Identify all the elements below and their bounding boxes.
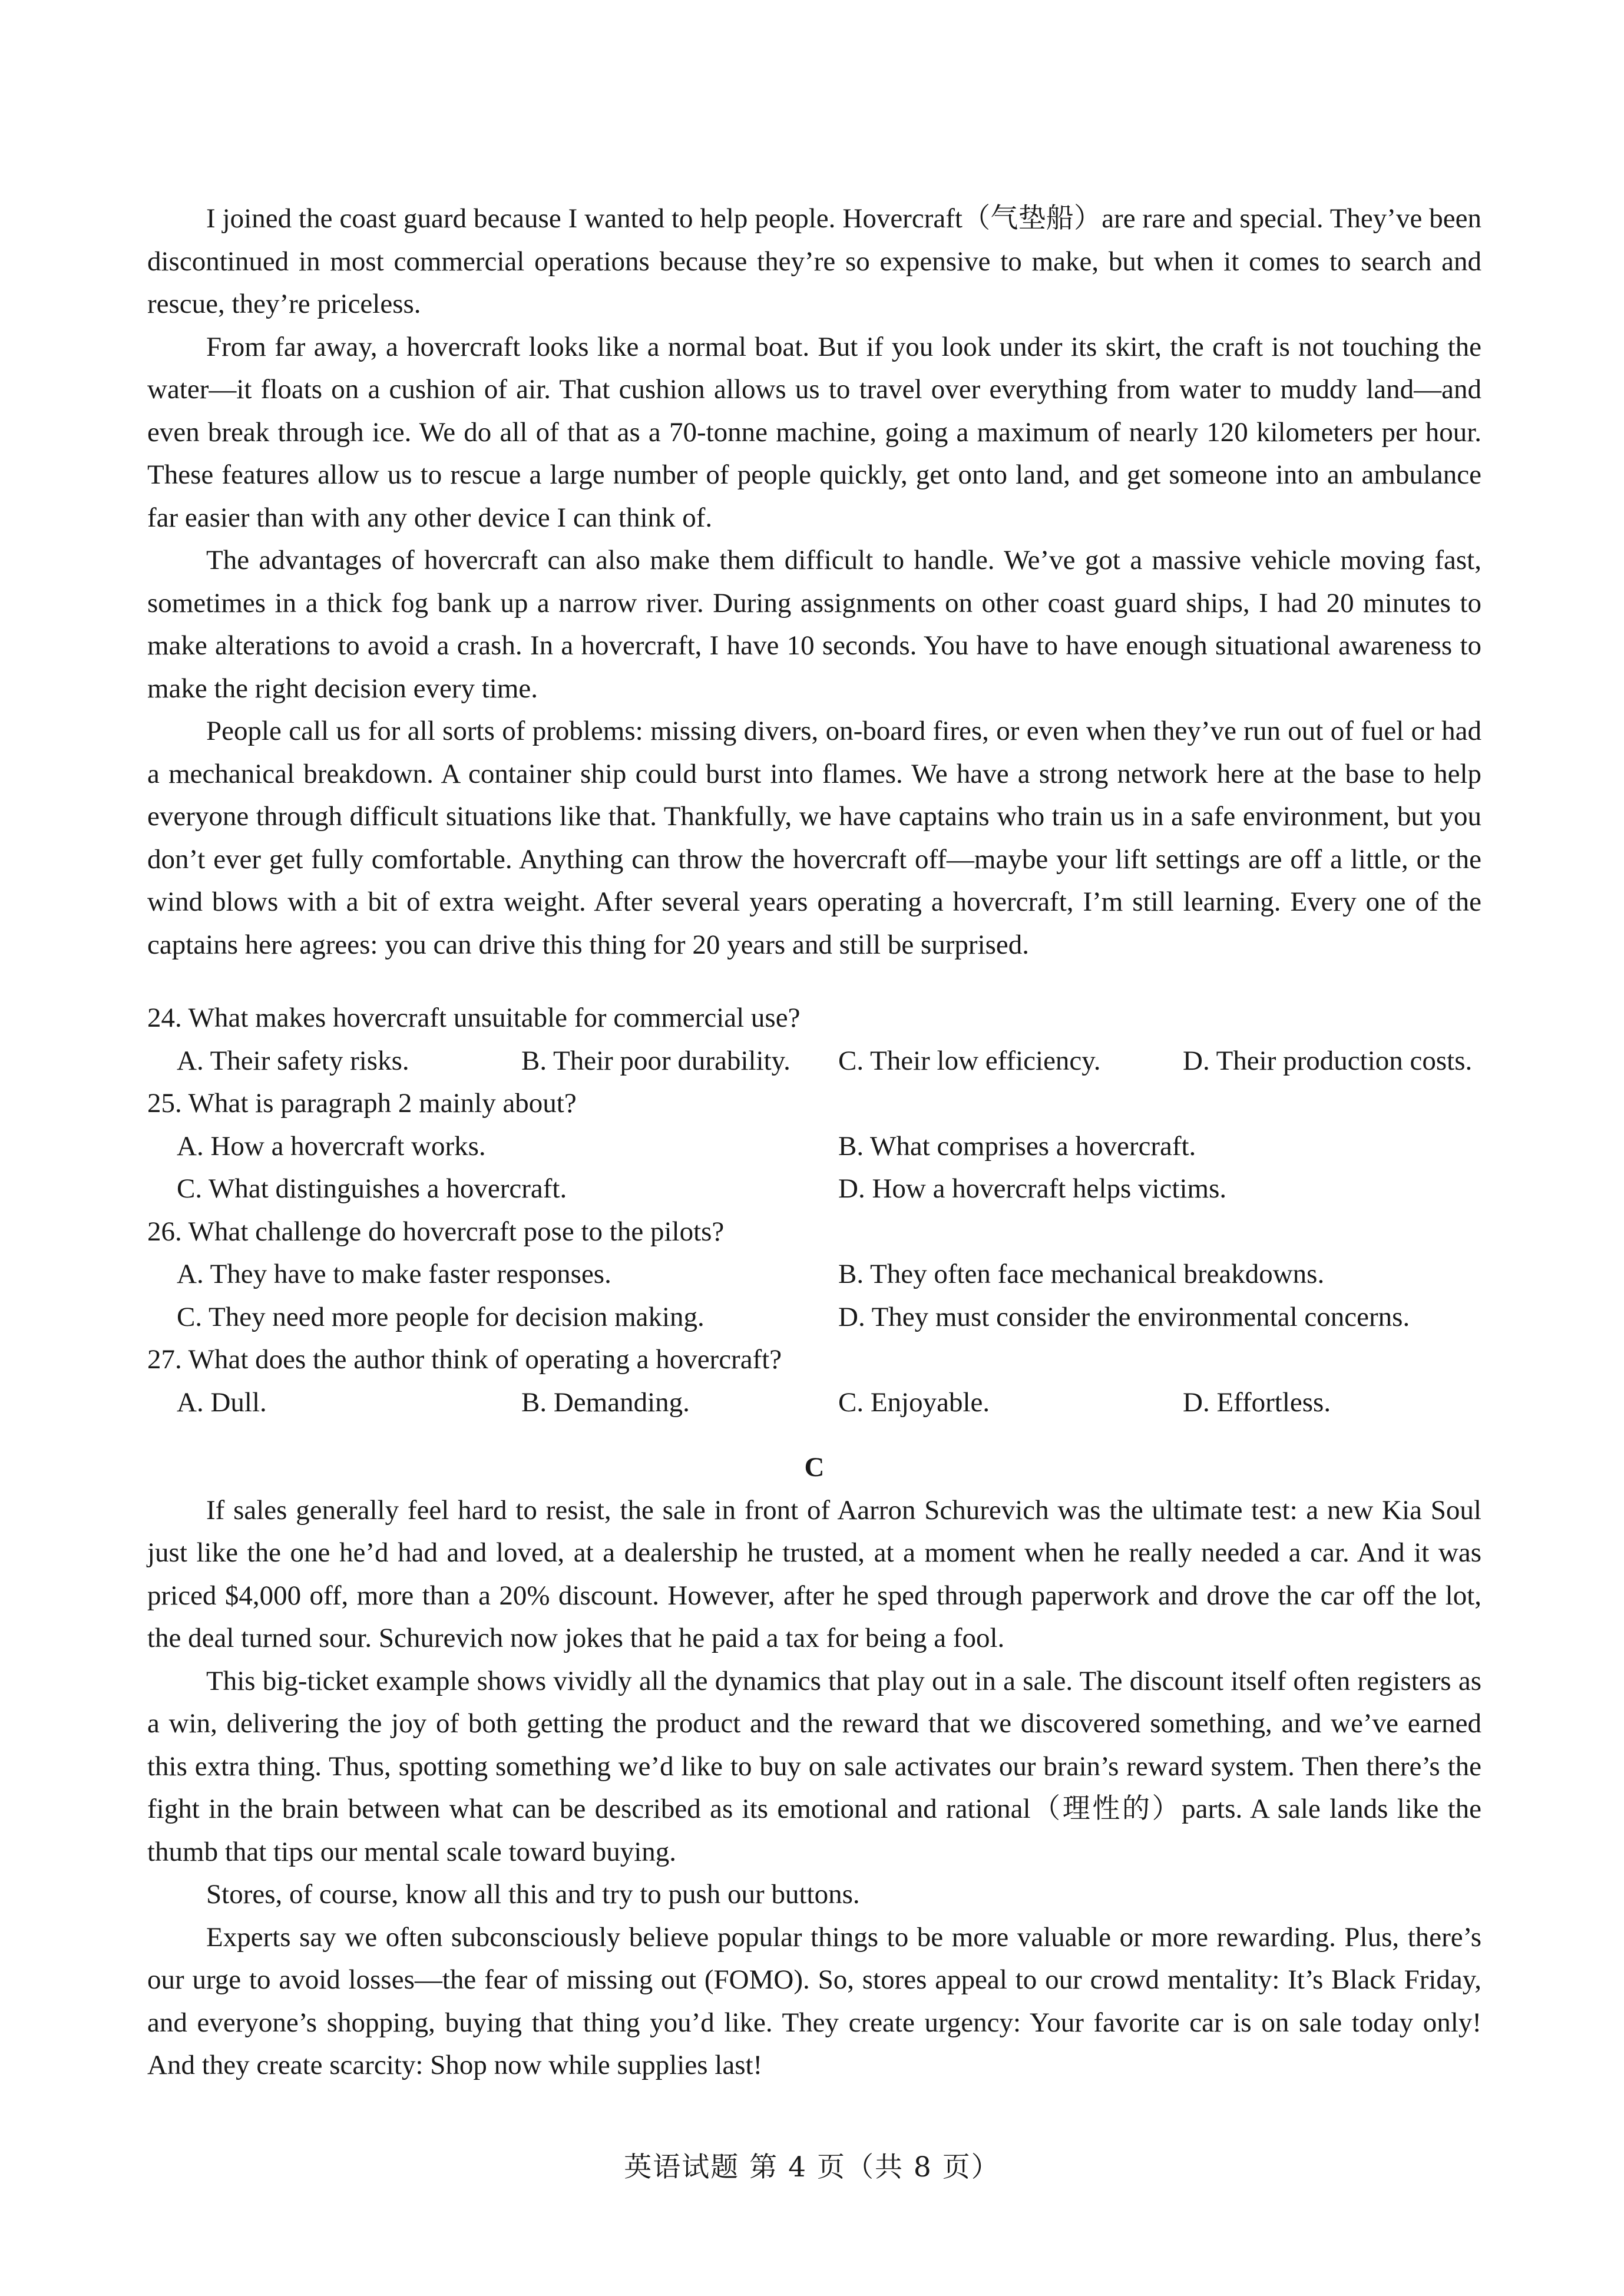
option-c: C. They need more people for decision making. xyxy=(177,1301,704,1332)
question-24 xyxy=(147,997,1481,1082)
option-b: B. Demanding. xyxy=(521,1387,690,1418)
passage-b xyxy=(147,197,1481,966)
passage-c-paragraph-2: This big-ticket example shows vividly all the dynamics that play out in a sale. The discount itself often registers as a win, delivering the joy of both getting the product and the reward that we discovered something, and we’ve earned this extra thing. Thus, spotting something we’d like to buy on sale activates our brain’s reward system. Then there’s the fight in the brain between what can be described as its emotional and rational（理性的）parts. A sale lands like the thumb that tips our mental scale toward buying. xyxy=(147,1665,1481,1867)
exam-page xyxy=(147,197,1481,2087)
question-stem: 25. What is paragraph 2 mainly about? xyxy=(147,1088,577,1119)
option-d: D. They must consider the environmental concerns. xyxy=(838,1301,1410,1332)
question-stem: 26. What challenge do hovercraft pose to the pilots? xyxy=(147,1216,725,1247)
passage-c-paragraph-4: Experts say we often subconsciously believe popular things to be more valuable or more rewarding. Plus, there’s our urge to avoid losses—the fear of missing out (FOMO). So, stores appeal to our crowd mentality: It’s Black Friday, and everyone’s shopping, buying that thing you’d like. They create urgency: Your favorite car is on sale today only! And they create scarcity: Shop now while supplies last! xyxy=(147,1921,1481,2080)
option-b: B. They often face mechanical breakdowns. xyxy=(838,1259,1325,1289)
option-b: B. Their poor durability. xyxy=(521,1045,790,1076)
option-a: A. They have to make faster responses. xyxy=(177,1259,611,1289)
question-options xyxy=(147,1381,1481,1424)
option-a: A. Dull. xyxy=(177,1387,267,1418)
question-25 xyxy=(147,1082,1481,1210)
question-27 xyxy=(147,1338,1481,1424)
option-d: D. Effortless. xyxy=(1183,1387,1331,1418)
option-b: B. What comprises a hovercraft. xyxy=(838,1130,1196,1162)
section-heading-c: C xyxy=(804,1452,825,1483)
passage-b-paragraph-3: The advantages of hovercraft can also make them difficult to handle. We’ve got a massive vehicle moving fast, sometimes in a thick fog bank up a narrow river. During assignments on other coast guard ships, I had 20 minutes to make alterations to avoid a crash. In a hovercraft, I have 10 seconds. You have to have enough situational awareness to make the right decision every time. xyxy=(147,545,1481,704)
question-stem: 24. What makes hovercraft unsuitable for commercial use? xyxy=(147,1003,801,1033)
question-26 xyxy=(147,1210,1481,1339)
question-stem: 27. What does the author think of operating a hovercraft? xyxy=(147,1344,782,1375)
page-footer: 英语试题 第 4 页（共 8 页） xyxy=(624,2151,1000,2183)
question-options xyxy=(147,1040,1481,1083)
option-d: D. How a hovercraft helps victims. xyxy=(838,1173,1227,1204)
option-c: C. What distinguishes a hovercraft. xyxy=(177,1173,567,1204)
option-a: A. Their safety risks. xyxy=(177,1045,409,1076)
question-options xyxy=(147,1125,1481,1210)
option-a: A. How a hovercraft works. xyxy=(177,1130,486,1162)
passage-b-paragraph-1: I joined the coast guard because I wanted to help people. Hovercraft（气垫船）are rare and special. They’ve been discontinued in most commercial operations because they’re so expensive to make, but when it comes to search and rescue, they’re priceless. xyxy=(147,203,1481,319)
passage-c xyxy=(147,1489,1481,2087)
passage-c-paragraph-1: If sales generally feel hard to resist, the sale in front of Aarron Schurevich was the ultimate test: a new Kia Soul just like the one he’d had and loved, at a dealership he trusted, at a moment when he really needed a car. And it was priced $4,000 off, more than a 20% discount. However, after he sped through paperwork and drove the car off the lot, the deal turned sour. Schurevich now jokes that he paid a tax for being a fool. xyxy=(147,1494,1481,1653)
option-d: D. Their production costs. xyxy=(1183,1045,1473,1076)
question-options xyxy=(147,1253,1481,1338)
passage-b-paragraph-4: People call us for all sorts of problems: missing divers, on-board fires, or even when they’ve run out of fuel or had a mechanical breakdown. A container ship could burst into flames. We have a strong network here at the base to help everyone through difficult situations like that. Thankfully, we have captains who train us in a safe environment, but you don’t ever get fully comfortable. Anything can throw the hovercraft off—maybe your lift settings are off a little, or the wind blows with a bit of extra weight. After several years operating a hovercraft, I’m still learning. Every one of the captains here agrees: you can drive this thing for 20 years and still be surprised. xyxy=(147,716,1481,960)
passage-c-paragraph-3: Stores, of course, know all this and try to push our buttons. xyxy=(206,1879,860,1910)
option-c: C. Enjoyable. xyxy=(838,1387,990,1418)
option-c: C. Their low efficiency. xyxy=(838,1045,1101,1076)
passage-b-paragraph-2: From far away, a hovercraft looks like a normal boat. But if you look under its skirt, the craft is not touching the water—it floats on a cushion of air. That cushion allows us to travel over everything from water to muddy land—and even break through ice. We do all of that as a 70-tonne machine, going a maximum of nearly 120 kilometers per hour. These features allow us to rescue a large number of people quickly, get onto land, and get someone into an ambulance far easier than with any other device I can think of. xyxy=(147,331,1481,533)
